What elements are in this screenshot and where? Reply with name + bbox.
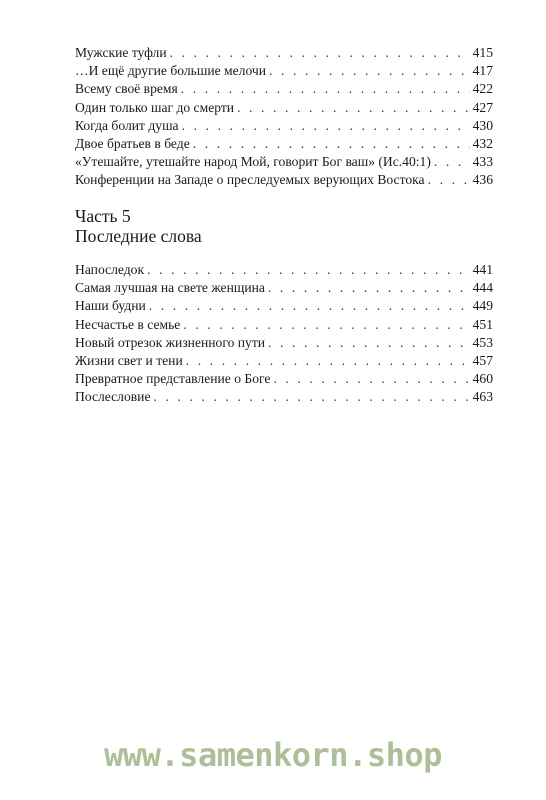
toc-entry [75, 388, 493, 406]
toc-entry-page: 436 [472, 172, 493, 188]
toc-leader-dots [149, 297, 470, 315]
toc-entry-page: 432 [472, 135, 493, 151]
toc-entry-page: 460 [472, 371, 493, 387]
toc-entry [75, 352, 493, 370]
toc-entry-title: Один только шаг до смерти [75, 99, 235, 115]
toc-leader-dots [147, 261, 470, 279]
toc-entry [75, 153, 493, 171]
toc-entry-page: 415 [472, 45, 493, 60]
toc-entry-page: 422 [472, 81, 493, 97]
toc-entry [75, 99, 493, 117]
toc-leader-dots [434, 153, 470, 171]
toc-leader-dots [183, 316, 469, 334]
toc-entry [75, 44, 493, 62]
part-heading [75, 206, 202, 246]
toc-entry-title: Напоследок [75, 262, 145, 277]
part-number: Часть 5 [75, 206, 131, 226]
toc-leader-dots [182, 117, 470, 135]
toc-entry-page: 444 [472, 280, 493, 296]
website-watermark: www.samenkorn.shop [104, 736, 442, 774]
toc-entry [75, 62, 493, 80]
toc-entry-title: Всему своё время [75, 81, 178, 97]
toc-entry-page: 441 [472, 262, 493, 277]
part-title: Последние слова [75, 226, 202, 246]
toc-entry-page: 457 [472, 352, 493, 368]
toc-entry [75, 316, 493, 334]
toc-list-bottom [75, 261, 493, 407]
toc-leader-dots [193, 135, 470, 153]
toc-entry [75, 117, 493, 135]
toc-leader-dots [273, 370, 469, 388]
toc-leader-dots [428, 171, 470, 189]
toc-list-top [75, 44, 493, 190]
toc-entry [75, 171, 493, 189]
toc-entry-title: Конференции на Западе о преследуемых верующих Востока [75, 172, 425, 188]
toc-entry-title: Наши будни [75, 298, 146, 314]
toc-entry-title: Послесловие [75, 389, 151, 405]
toc-entry [75, 370, 493, 388]
toc-entry-page: 430 [472, 117, 493, 133]
toc-entry-title: Превратное представление о Боге [75, 371, 271, 387]
toc-leader-dots [268, 279, 470, 297]
toc-entry-page: 449 [472, 298, 493, 314]
toc-entry-page: 451 [472, 316, 493, 332]
toc-leader-dots [181, 80, 470, 98]
toc-entry [75, 261, 493, 279]
toc-entry-title: Мужские туфли [75, 45, 167, 60]
toc-entry-title: Самая лучшая на свете женщина [75, 280, 265, 296]
toc-leader-dots [269, 62, 470, 80]
toc-leader-dots [153, 388, 469, 406]
toc-entry [75, 334, 493, 352]
toc-entry [75, 80, 493, 98]
toc-entry-title: …И ещё другие большие мелочи [75, 63, 267, 79]
toc-entry-title: Жизни свет и тени [75, 352, 183, 368]
toc-entry-title: Новый отрезок жизненного пути [75, 334, 266, 350]
toc-entry-title: Двое братьев в беде [75, 135, 190, 151]
toc-entry-title: Несчастье в семье [75, 316, 181, 332]
toc-leader-dots [268, 334, 470, 352]
toc-entry [75, 135, 493, 153]
toc-entry-page: 427 [472, 99, 493, 115]
toc-entry-page: 417 [472, 63, 493, 79]
toc-entry [75, 279, 493, 297]
toc-entry-title: «Утешайте, утешайте народ Мой, говорит Бог ваш» (Ис.40:1) [75, 154, 431, 170]
toc-entry-title: Когда болит душа [75, 117, 179, 133]
toc-leader-dots [186, 352, 470, 370]
toc-entry-page: 453 [472, 334, 493, 350]
toc-entry [75, 297, 493, 315]
toc-entry-page: 433 [472, 154, 493, 170]
toc-leader-dots [170, 44, 470, 62]
toc-leader-dots [237, 99, 470, 117]
toc-entry-page: 463 [472, 389, 493, 405]
